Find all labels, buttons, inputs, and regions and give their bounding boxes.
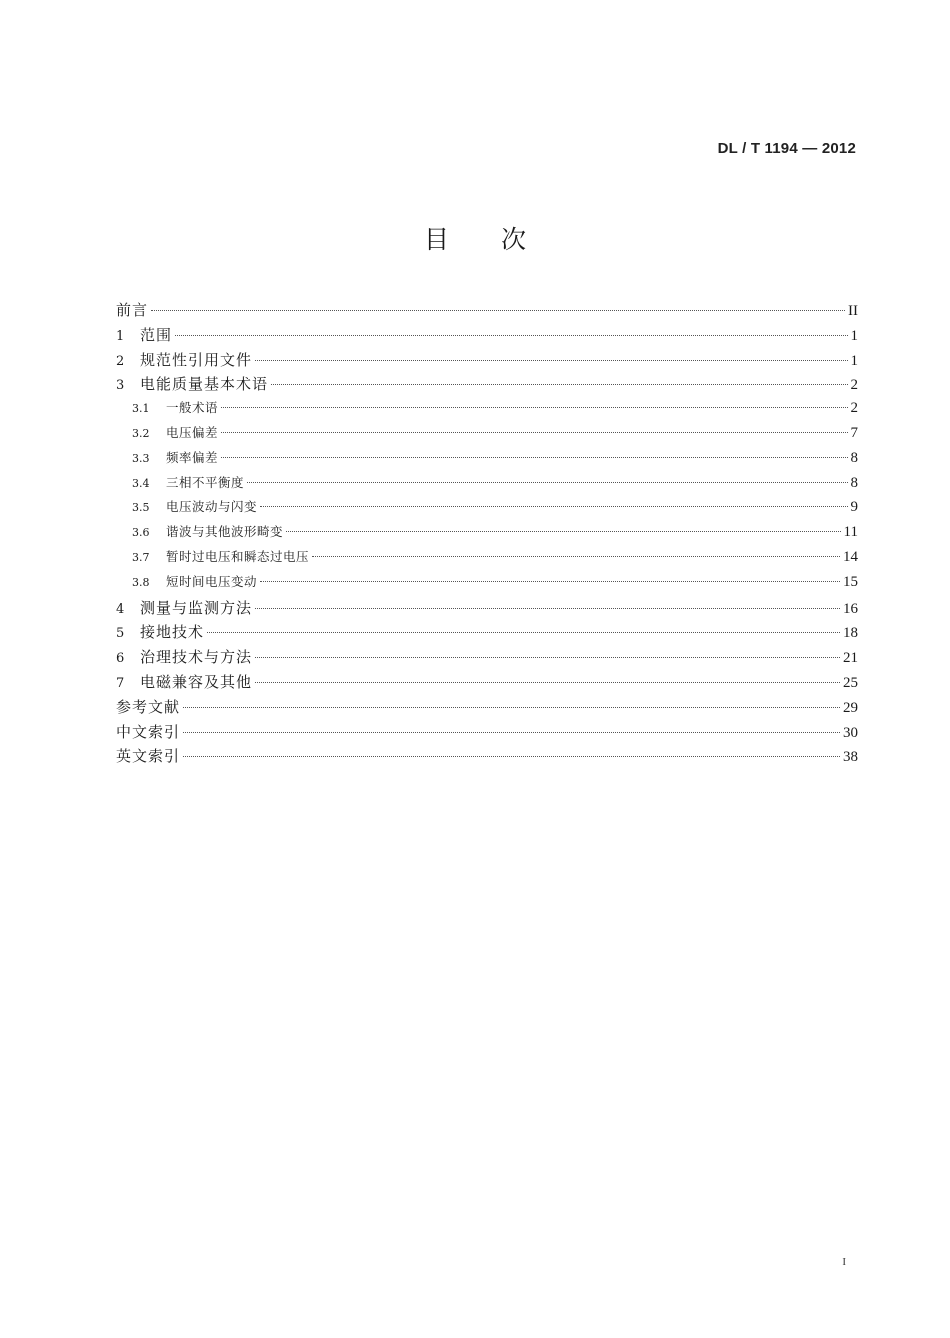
toc-dot-leader	[183, 756, 840, 757]
toc-entry-label: 电压偏差	[166, 424, 219, 440]
toc-entry-number: 3.5	[132, 501, 150, 515]
page-number: I	[842, 1256, 846, 1268]
toc-entry-label: 接地技术	[140, 623, 205, 642]
toc-entry-page: 15	[843, 573, 858, 590]
toc-entry-number: 1	[116, 328, 125, 344]
toc-entry-label: 电能质量基本术语	[140, 375, 269, 394]
toc-entry-page: 8	[850, 474, 858, 491]
toc-entry-page: 14	[843, 548, 858, 565]
toc-entry-label: 英文索引	[116, 747, 181, 766]
toc-entry-label: 一般术语	[166, 400, 219, 416]
toc-entry[interactable]	[116, 646, 858, 671]
toc-entry[interactable]	[116, 349, 858, 374]
toc-entry-number: 3.6	[132, 526, 150, 540]
toc-entry-label: 治理技术与方法	[140, 648, 253, 667]
toc-dot-leader	[221, 457, 847, 458]
toc-entry[interactable]	[116, 547, 858, 572]
toc-entry-page: 29	[843, 699, 858, 716]
toc-dot-leader	[247, 482, 847, 483]
toc-entry[interactable]	[116, 324, 858, 349]
toc-entry-page: 8	[850, 449, 858, 466]
toc-dot-leader	[255, 682, 840, 683]
toc-entry-label: 暂时过电压和瞬态过电压	[166, 548, 310, 564]
toc-entry-label: 电磁兼容及其他	[140, 672, 253, 691]
toc-entry[interactable]	[116, 522, 858, 547]
toc-dot-leader	[151, 310, 845, 311]
toc-entry[interactable]	[116, 423, 858, 448]
toc-dot-leader	[207, 632, 840, 633]
toc-entry-number: 5	[116, 626, 125, 642]
toc-entry-page: 1	[850, 352, 858, 369]
toc-entry[interactable]	[116, 299, 858, 324]
toc-dot-leader	[286, 531, 841, 532]
toc-dot-leader	[221, 407, 847, 408]
toc-entry-label: 三相不平衡度	[166, 474, 245, 490]
toc-entry-label: 短时间电压变动	[166, 573, 258, 589]
standard-code: DL / T 1194 — 2012	[717, 140, 856, 157]
toc-entry-label: 中文索引	[116, 722, 181, 741]
toc-entry-number: 6	[116, 651, 125, 667]
toc-dot-leader	[255, 657, 840, 658]
toc-dot-leader	[312, 556, 840, 557]
toc-entry-number: 3.8	[132, 575, 150, 589]
toc-entry[interactable]	[116, 448, 858, 473]
toc-entry-number: 4	[116, 601, 125, 617]
toc-entry-page: 1	[850, 327, 858, 344]
toc-entry-page: 9	[850, 499, 858, 516]
toc-entry-page: 2	[850, 400, 858, 417]
toc-entry[interactable]	[116, 597, 858, 622]
toc-entry-label: 谐波与其他波形畸变	[166, 524, 284, 540]
toc-entry-page: II	[848, 303, 858, 319]
toc-entry-page: 16	[843, 600, 858, 617]
toc-entry-label: 规范性引用文件	[140, 350, 253, 369]
toc-entry-number: 2	[116, 353, 125, 369]
toc-dot-leader	[221, 432, 847, 433]
toc-entry[interactable]	[116, 721, 858, 746]
page-title: 目次	[423, 225, 578, 254]
toc-entry[interactable]	[116, 572, 858, 597]
toc-dot-leader	[183, 732, 840, 733]
toc-entry-number: 3	[116, 378, 125, 394]
toc-entry-page: 38	[843, 749, 858, 766]
toc-entry-label: 频率偏差	[166, 449, 219, 465]
toc-entry-label: 参考文献	[116, 697, 181, 716]
toc-entry-label: 前言	[116, 301, 149, 319]
toc-dot-leader	[255, 360, 847, 361]
toc-entry-number: 3.3	[132, 451, 150, 465]
toc-entry[interactable]	[116, 671, 858, 696]
toc-entry-label: 电压波动与闪变	[166, 499, 258, 515]
toc-dot-leader	[175, 335, 847, 336]
toc-entry-page: 18	[843, 625, 858, 642]
toc-entry-number: 3.2	[132, 426, 150, 440]
toc-entry[interactable]	[116, 745, 858, 770]
toc-entry[interactable]	[116, 473, 858, 498]
toc-entry-page: 30	[843, 724, 858, 741]
toc-entry-number: 3.4	[132, 476, 150, 490]
toc-entry[interactable]	[116, 621, 858, 646]
toc-entry[interactable]	[116, 696, 858, 721]
toc-entry-page: 25	[843, 674, 858, 691]
toc-dot-leader	[260, 581, 840, 582]
toc-entry-page: 2	[850, 377, 858, 394]
toc-entry-page: 7	[850, 424, 858, 441]
toc-entry-number: 3.1	[132, 402, 150, 416]
toc-entry[interactable]	[116, 373, 858, 398]
table-of-contents	[116, 299, 858, 770]
toc-dot-leader	[260, 506, 847, 507]
toc-dot-leader	[255, 608, 840, 609]
toc-dot-leader	[271, 384, 847, 385]
toc-entry[interactable]	[116, 398, 858, 423]
toc-entry-number: 3.7	[132, 550, 150, 564]
toc-entry-number: 7	[116, 675, 125, 691]
toc-dot-leader	[183, 707, 840, 708]
toc-entry-page: 11	[843, 524, 858, 541]
toc-entry-label: 测量与监测方法	[140, 598, 253, 617]
toc-entry[interactable]	[116, 497, 858, 522]
toc-entry-label: 范围	[140, 325, 173, 344]
toc-entry-page: 21	[843, 650, 858, 667]
